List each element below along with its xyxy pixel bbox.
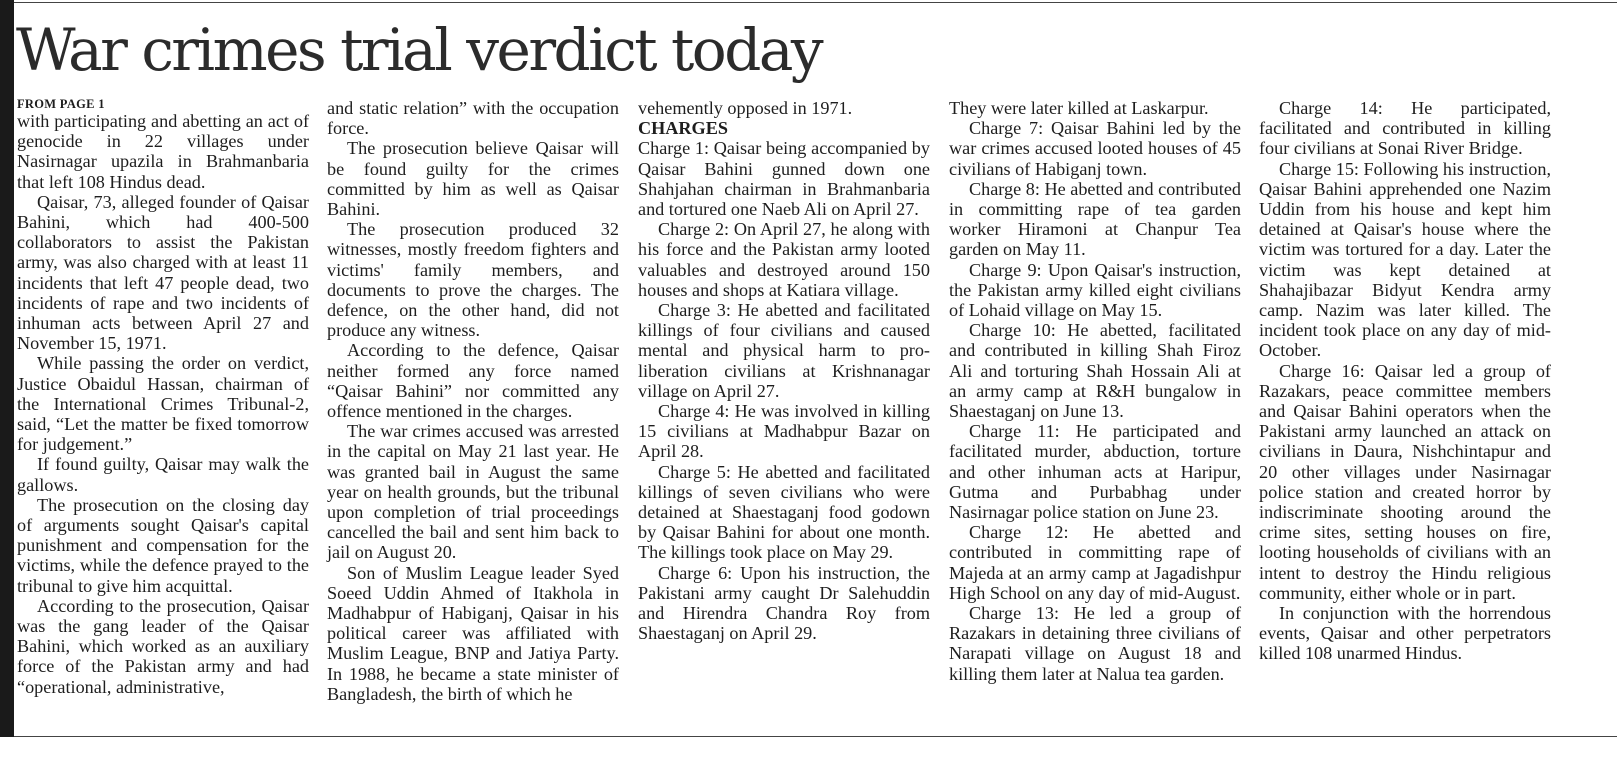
paragraph: Son of Muslim League leader Syed Soeed Uddin Ahmed of Itakhola in Madhabpur of Habiganj, Qaisar in his political career was affiliated with Muslim League, BNP and Jatiya Party. In 1988, he became a state minister of Bangladesh, the birth of which he	[327, 562, 619, 704]
paragraph: and static relation” with the occupation force.	[327, 98, 619, 139]
charge-paragraph: Charge 9: Upon Qaisar's instruction, the Pakistan army killed eight civilians of Lohaid village on May 15.	[949, 259, 1241, 321]
paragraph: Qaisar, 73, alleged founder of Qaisar Bahini, which had 400-500 collaborators to assist the Pakistan army, was also charged with at least 11 incidents that left 47 people dead, two incidents of rape and two incidents of inhuman acts between April 27 and November 15, 1971.	[17, 191, 309, 354]
column-5	[1259, 98, 1551, 664]
charge-paragraph: Charge 8: He abetted and contributed in committing rape of tea garden worker Hiramoni at Chanpur Tea garden on May 11.	[949, 178, 1241, 260]
paragraph: vehemently opposed in 1971.	[638, 98, 853, 118]
paragraph: According to the defence, Qaisar neither formed any force named “Qaisar Bahini” nor committed any offence mentioned in the charges.	[327, 340, 619, 422]
bottom-rule	[14, 736, 1617, 737]
paragraph: The prosecution produced 32 witnesses, mostly freedom fighters and victims' family members, and documents to prove the charges. The defence, on the other hand, did not produce any witness.	[327, 219, 619, 341]
charges-subheading: CHARGES	[638, 118, 728, 139]
paragraph: According to the prosecution, Qaisar was the gang leader of the Qaisar Bahini, which worked as an auxiliary force of the Pakistan army and had “operational, administrative,	[17, 595, 309, 697]
charge-paragraph: Charge 2: On April 27, he along with his force and the Pakistan army looted valuables and destroyed around 150 houses and shops at Katiara village.	[638, 219, 930, 300]
charge-paragraph: Charge 5: He abetted and facilitated killings of seven civilians who were detained at Shaestaganj food godown by Qaisar Bahini for about one month. The killings took place on May 29.	[638, 461, 930, 563]
charge-paragraph: Charge 3: He abetted and facilitated killings of four civilians and caused mental and physical harm to pro-liberation civilians at Krishnanagar village on April 27.	[638, 300, 930, 401]
paragraph: In conjunction with the horrendous events, Qaisar and other perpetrators killed 108 unarmed Hindus.	[1259, 603, 1551, 664]
left-margin-bar	[0, 0, 14, 737]
column-1	[17, 98, 309, 697]
charge-paragraph: Charge 13: He led a group of Razakars in detaining three civilians of Narapati village on August 18 and killing them later at Nalua tea garden.	[949, 603, 1241, 684]
column-3	[638, 98, 930, 643]
paragraph: The prosecution believe Qaisar will be found guilty for the crimes committed by him as well as Qaisar Bahini.	[327, 138, 619, 220]
paragraph: The war crimes accused was arrested in the capital on May 21 last year. He was granted bail in August the same year on health grounds, but the tribunal upon completion of trial proceedings cancelled the bail and sent him back to jail on August 20.	[327, 421, 619, 563]
paragraph: If found guilty, Qaisar may walk the gallows.	[17, 454, 309, 495]
column-2	[327, 98, 619, 704]
charge-paragraph: Charge 12: He abetted and contributed in committing rape of Majeda at an army camp at Jagadishpur High School on any day of mid-August.	[949, 522, 1241, 603]
paragraph: While passing the order on verdict, Justice Obaidul Hassan, chairman of the International Crimes Tribunal-2, said, “Let the matter be fixed tomorrow for judgement.”	[17, 353, 309, 455]
charge-paragraph: Charge 11: He participated and facilitated murder, abduction, torture and other inhuman acts at Haripur, Gutma and Purbabhag under Nasirnagar police station on June 23.	[949, 421, 1241, 523]
charge-paragraph: Charge 1: Qaisar being accompanied by Qaisar Bahini gunned down one Shahjahan chairman in Brahmanbaria and tortured one Naeb Ali on April 27.	[638, 138, 930, 220]
charge-paragraph: Charge 10: He abetted, facilitated and contributed in killing Shah Firoz Ali and torturing Shah Hossain Ali at an army camp at R&H bungalow in Shaestaganj on June 13.	[949, 320, 1241, 422]
charge-paragraph: Charge 16: Qaisar led a group of Razakars, peace committee members and Qaisar Bahini operators when the Pakistani army launched an attack on civilians in Daura, Nishchintapur and 20 other villages under Nasirnagar police station and created horror by indiscriminate shooting around the crime sites, setting houses on fire, looting households of civilians with an intent to destroy the Hindu religious community, either whole or in part.	[1259, 360, 1551, 603]
charge-paragraph: Charge 4: He was involved in killing 15 civilians at Madhabpur Bazar on April 28.	[638, 401, 930, 462]
charge-paragraph: Charge 14: He participated, facilitated and contributed in killing four civilians at Sonai River Bridge.	[1259, 98, 1551, 159]
paragraph: with participating and abetting an act of genocide in 22 villages under Nasirnagar upazila in Brahmanbaria that left 108 Hindus dead.	[17, 111, 309, 192]
headline: War crimes trial verdict today	[16, 16, 822, 84]
paragraph: They were later killed at Laskarpur.	[949, 98, 1209, 118]
from-page-label: FROM PAGE 1	[17, 97, 105, 111]
paragraph: The prosecution on the closing day of arguments sought Qaisar's capital punishment and compensation for the victims, while the defence prayed to the tribunal to give him acquittal.	[17, 494, 309, 596]
charge-paragraph: Charge 6: Upon his instruction, the Pakistani army caught Dr Salehuddin and Hirendra Chandra Roy from Shaestaganj on April 29.	[638, 562, 930, 644]
top-rule	[14, 2, 1617, 3]
charge-paragraph: Charge 7: Qaisar Bahini led by the war crimes accused looted houses of 45 civilians of Habiganj town.	[949, 118, 1241, 179]
column-4	[949, 98, 1241, 684]
charge-paragraph: Charge 15: Following his instruction, Qaisar Bahini apprehended one Nazim Uddin from his house and kept him detained at Qaisar's house where the victim was tortured for a day. Later the victim was kept detained at Shahajibazar Bidyut Kendra army camp. Nazim was later killed. The incident took place on any day of mid-October.	[1259, 158, 1551, 361]
